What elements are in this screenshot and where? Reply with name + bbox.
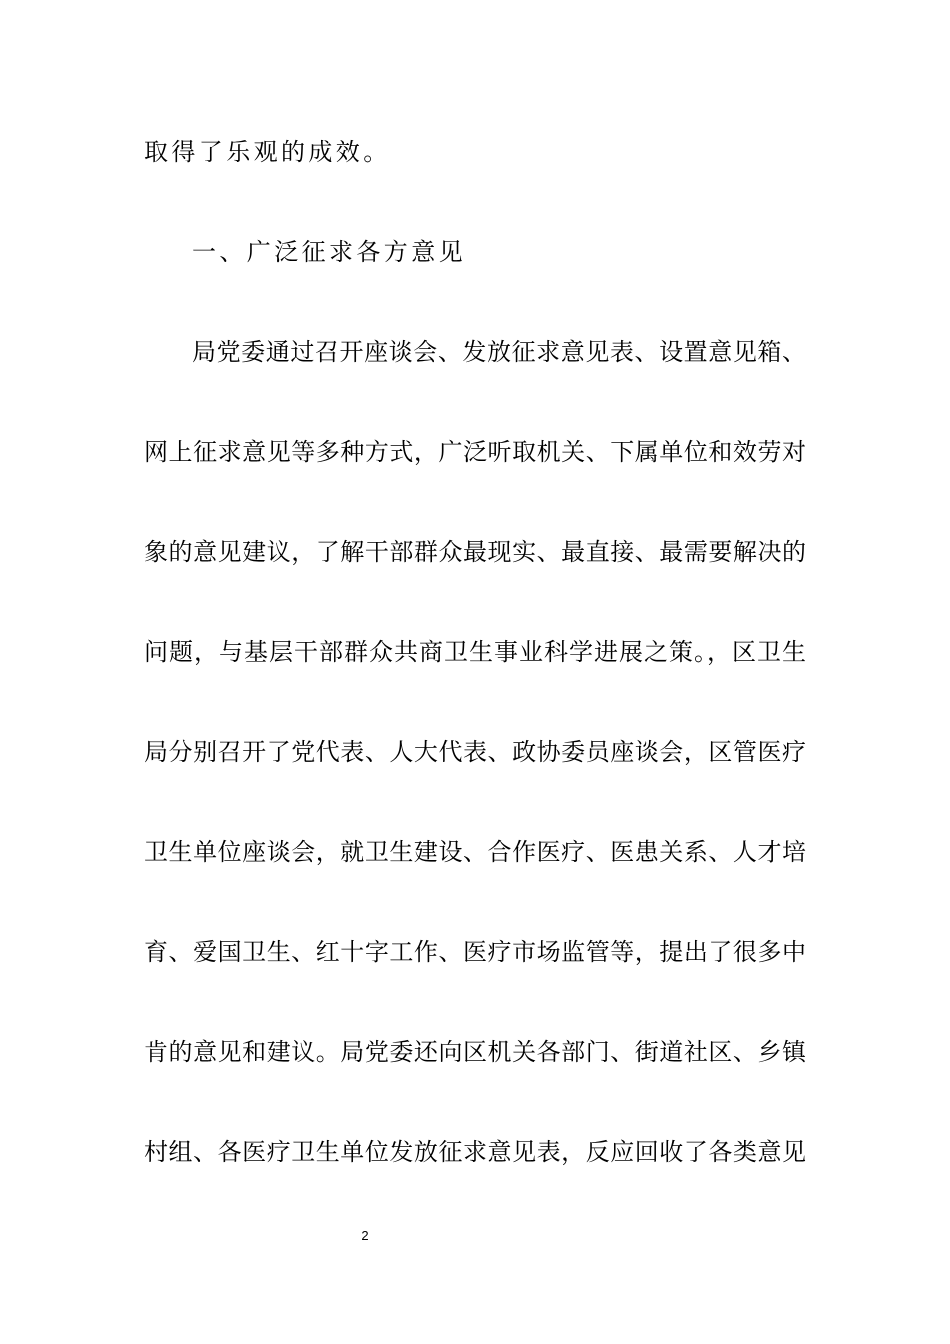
- body-text-line: 象的意见建议，了解干部群众最现实、最直接、最需要解决的: [144, 538, 806, 566]
- body-text-line: 村组、各医疗卫生单位发放征求意见表，反应回收了各类意见: [144, 1138, 806, 1166]
- body-text-line: 问题，与基层干部群众共商卫生事业科学进展之策。，区卫生: [144, 638, 806, 666]
- paragraph-first-line: 局党委通过召开座谈会、发放征求意见表、设置意见箱、: [192, 338, 806, 366]
- body-text-line: 肯的意见和建议。局党委还向区机关各部门、街道社区、乡镇: [144, 1038, 806, 1066]
- body-text-line: 局分别召开了党代表、人大代表、政协委员座谈会，区管医疗: [144, 738, 806, 766]
- body-text-line: 网上征求意见等多种方式，广泛听取机关、下属单位和效劳对: [144, 438, 806, 466]
- body-text-line: 取得了乐观的成效。: [144, 138, 391, 166]
- page-number: 2: [361, 1228, 369, 1243]
- section-heading: 一、广泛征求各方意见: [192, 238, 466, 266]
- body-text-line: 卫生单位座谈会，就卫生建设、合作医疗、医患关系、人才培: [144, 838, 806, 866]
- body-text-line: 育、爱国卫生、红十字工作、医疗市场监管等，提出了很多中: [144, 938, 806, 966]
